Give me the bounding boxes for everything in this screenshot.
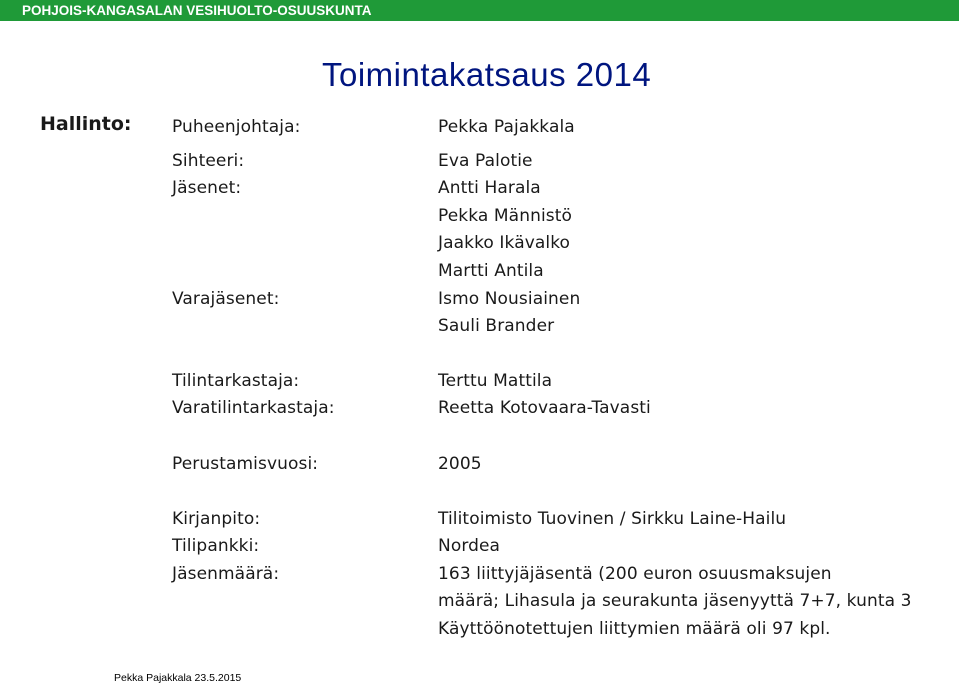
label-deputies: Varajäsenet:	[172, 289, 280, 309]
label-deputy-auditor: Varatilintarkastaja:	[172, 398, 335, 418]
label-bank: Tilipankki:	[172, 536, 260, 556]
value-membership-line: määrä; Lihasula ja seurakunta jäsenyyttä 7+7, kunta 3	[438, 591, 912, 611]
label-members: Jäsenet:	[172, 178, 242, 198]
value-deputy: Sauli Brander	[438, 316, 555, 336]
value-membership-line: Käyttöönotettujen liittymien määrä oli 97 kpl.	[438, 619, 831, 639]
label-membership: Jäsenmäärä:	[172, 564, 280, 584]
label-auditor: Tilintarkastaja:	[172, 371, 300, 391]
value-chair: Pekka Pajakkala	[438, 117, 575, 137]
value-bookkeeping: Tilitoimisto Tuovinen / Sirkku Laine-Hailu	[438, 509, 787, 529]
value-deputy: Ismo Nousiainen	[438, 289, 581, 309]
value-member: Antti Harala	[438, 178, 541, 198]
value-auditor: Terttu Mattila	[438, 371, 553, 391]
value-bank: Nordea	[438, 536, 501, 556]
value-secretary: Eva Palotie	[438, 151, 533, 171]
value-membership-line: 163 liittyjäjäsentä (200 euron osuusmaksujen	[438, 564, 832, 584]
label-secretary: Sihteeri:	[172, 151, 245, 171]
value-member: Jaakko Ikävalko	[438, 233, 571, 253]
value-member: Pekka Männistö	[438, 206, 572, 226]
footer-author-date: Pekka Pajakkala 23.5.2015	[114, 672, 242, 684]
label-chair: Puheenjohtaja:	[172, 117, 301, 137]
label-bookkeeping: Kirjanpito:	[172, 509, 261, 529]
organization-header: POHJOIS-KANGASALAN VESIHUOLTO-OSUUSKUNTA	[0, 0, 959, 21]
label-founded: Perustamisvuosi:	[172, 454, 319, 474]
value-founded: 2005	[438, 454, 482, 474]
page-title: Toimintakatsaus 2014	[322, 56, 652, 93]
value-deputy-auditor: Reetta Kotovaara-Tavasti	[438, 398, 651, 418]
section-label-hallinto: Hallinto:	[40, 113, 132, 135]
value-member: Martti Antila	[438, 261, 544, 281]
